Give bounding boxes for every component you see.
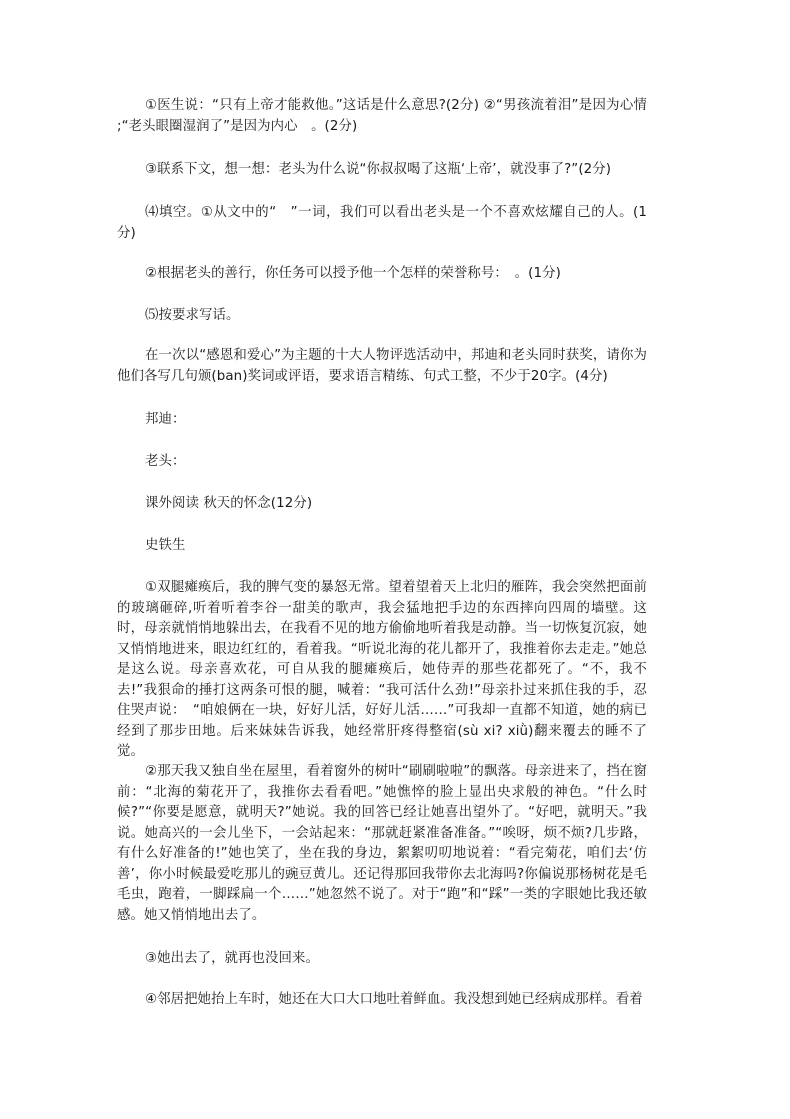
reading-section-title: 课外阅读 秋天的怀念(12分): [145, 496, 313, 511]
bangdi-label: 邦迪：: [145, 412, 186, 427]
question-3-paragraph: ③联系下文，想一想：老头为什么说“你叔叔喝了这瓶‘上帝’，就没事了?”(2分): [145, 162, 612, 177]
story-paragraph-3: ③她出去了，就再也没回来。: [145, 951, 319, 966]
question-4-paragraph: ⑷填空。①从文中的“ ”一词，我们可以看出老头是一个不喜欢炫耀自己的人。(1分): [117, 205, 647, 241]
story-paragraph-1: ①双腿瘫痪后，我的脾气变的暴怒无常。望着望着天上北归的雁阵，我会突然把面前的玻璃砸碎,听着听着李谷一甜美的歌声，我会猛地把手边的东西摔向四周的墙壁。这时，母亲就悄悄地躲出去，在我看不见的地方偷偷地听着我是动静。当一切恢复沉寂，她又悄悄地进来，眼边红红的，看着我。“听说北海的花儿都开了，我推着你去走走。”她总是这么说。母亲喜欢花，可自从我的腿瘫痪后，她侍弄的那些花都死了。“不，我不去!”我狠命的捶打这两条可恨的腿，喊着：“我可活什么劲!”母亲扑过来抓住我的手，忍住哭声说： “咱娘俩在一块，好好儿活，好好儿活……”可我却一直都不知道，她的病已经到了那步田地。后来妹妹告诉我，她经常肝疼得整宿(sù xi? xiǜ)翻来覆去的睡不了觉。: [117, 580, 647, 759]
story-paragraph-2: ②那天我又独自坐在屋里，看着窗外的树叶“刷刷啦啦”的飘落。母亲进来了，挡在窗前：“北海的菊花开了，我推你去看看吧。”她憔悴的脸上显出央求般的神色。“什么时候?”“你要是愿意，就明天?”她说。我的回答已经让她喜出望外了。“好吧，就明天。”我说。她高兴的一会儿坐下，一会站起来：“那就赶紧准备准备。”“唉呀，烦不烦?几步路，有什么好准备的!”她也笑了，坐在我的身边，絮絮叨叨地说着：“看完菊花，咱们去‘仿善’，你小时候最爱吃那儿的豌豆黄儿。还记得那回我带你去北海吗?你偏说那杨树花是毛毛虫，跑着，一脚踩扁一个……”她忽然不说了。对于“跑”和“踩”一类的字眼她比我还敏感。她又悄悄地出去了。: [117, 764, 647, 923]
question-5-paragraph: ⑸按要求写话。: [145, 308, 240, 323]
question-4-2-paragraph: ②根据老头的善行，你任务可以授予他一个怎样的荣誉称号： 。(1分): [145, 266, 561, 281]
question-5-prompt: 在一次以“感恩和爱心”为主题的十大人物评选活动中，邦迪和老头同时获奖，请你为他们各写几句颁(ban)奖词或评语，要求语言精练、句式工整，不少于20字。(4分): [117, 348, 647, 384]
question-1-paragraph: ①医生说：“只有上帝才能救他。”这话是什么意思?(2分) ②“男孩流着泪”是因为心情 ;“老头眼圈湿润了”是因为内心 。(2分): [117, 98, 647, 134]
story-paragraph-4: ④邻居把她抬上车时，她还在大口大口地吐着鲜血。我没想到她已经病成那样。看着: [145, 992, 643, 1007]
laotou-label: 老头：: [145, 454, 186, 469]
author-name: 史铁生: [145, 538, 186, 553]
